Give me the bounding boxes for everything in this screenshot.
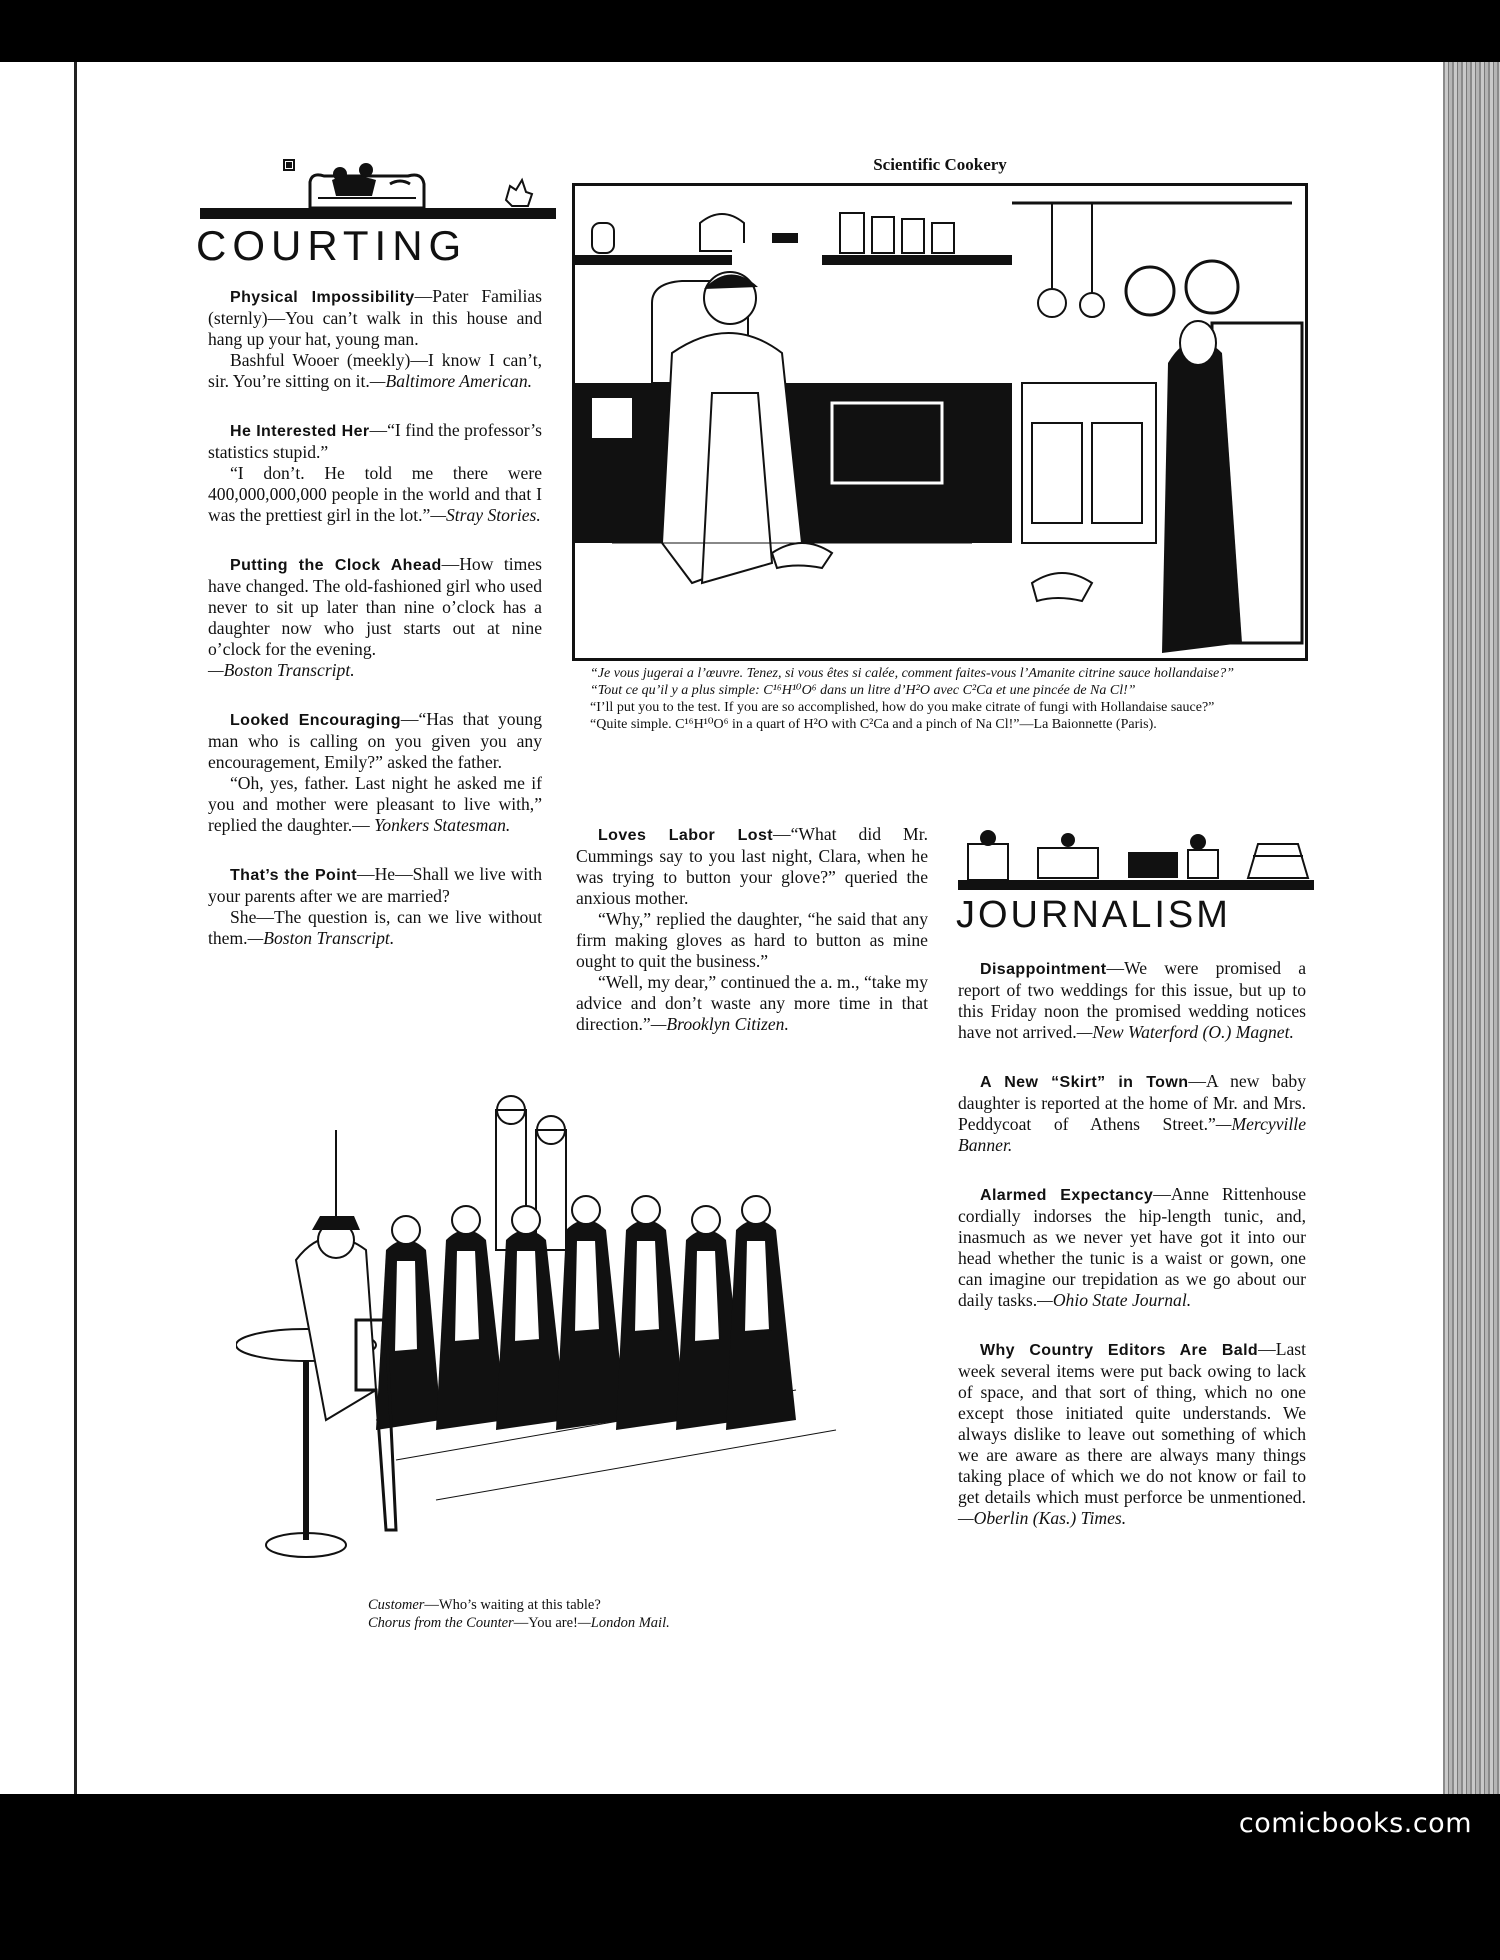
cookery-title: Scientific Cookery [873,155,1007,174]
journalism-item: Alarmed Expectancy—Anne Rittenhouse cordially indorses the hip-length tunic, and, inasmuch as we never yet have got it into our head whether the tunic is a waist or gown, one can imagine our trepidation as we go about our daily tasks.—Ohio State Journal. [958,1184,1307,1310]
cookery-cartoon [572,183,1308,661]
courting-rule [200,208,556,219]
waitress-caption [368,1596,788,1632]
courting-item: He Interested Her—“I find the professor’s statistics stupid.” “I don’t. He told me there were 400,000,000,000 people in the world and that I was the prettiest girl in the lot.”—Stray Stories. [208,420,542,525]
courting-title: COURTING [196,222,468,269]
middle-column [576,824,928,1057]
journalism-item: Disappointment—We were promised a report of two weddings for this issue, but up to this Friday noon the promised wedding notices have not arrived.—New Waterford (O.) Magnet. [958,958,1306,1042]
courting-item: That’s the Point—He—Shall we live with your parents after we are married? She—The question is, can we live without them.—Boston Transcript. [208,864,542,948]
left-page-edge [0,62,78,1794]
caption-line: “Quite simple. C¹⁶H¹⁰O⁶ in a quart of H²O with C²Ca and a pinch of Na Cl!”—La Baionnette (Paris). [590,717,1157,732]
item-heading: Alarmed Expectancy [980,1187,1154,1204]
journalism-title: JOURNALISM [956,894,1231,936]
courting-item: Looked Encouraging—“Has that young man who is calling on you given you any encouragement, Emily?” asked the father. “Oh, yes, father. Last night he asked me if you and mother were pleasant to live with,” replied the daughter.— Yonkers Statesman. [208,709,542,835]
journalism-item: Why Country Editors Are Bald—Last week several items were put back owing to lack of space, and that sort of thing, which no one except those initiated quite understands. We always dislike to leave out something of which we are aware as there are always many things taking place of which we do not know or fail to get details which must perforce be unmentioned.—Oberlin (Kas.) Times. [958,1339,1306,1528]
item-heading: A New “Skirt” in Town [980,1074,1189,1091]
courting-column [208,286,542,971]
item-heading: Disappointment [980,961,1107,978]
caption-text: —You are! [513,1615,578,1631]
journalism-column [958,958,1306,1551]
middle-item: Loves Labor Lost—“What did Mr. Cummings say to you last night, Clara, when he was trying to button your glove?” queried the anxious mother. “Why,” replied the daughter, “he said that any firm making gloves as hard to button as mine ought to quit the business.” “Well, my dear,” continued the a. m., “take my advice and don’t waste any more time in that direction.”—Brooklyn Citizen. [576,824,928,1034]
item-heading: Looked Encouraging [230,712,401,729]
courting-item: Putting the Clock Ahead—How times have changed. The old-fashioned girl who used never to sit up later than nine o’clock has a daughter now who just starts out at nine o’clock for the evening. —Boston Transcript. [208,554,542,680]
item-heading: Putting the Clock Ahead [230,557,442,574]
binding-gutter [74,62,77,1794]
item-heading: That’s the Point [230,867,357,884]
cookery-caption [572,665,1308,733]
journalism-item: A New “Skirt” in Town—A new baby daughter is reported at the home of Mr. and Mrs. Peddycoat of Athens Street.”—Mercyville Banner. [958,1071,1306,1155]
caption-text: —Who’s waiting at this table? [424,1597,601,1613]
item-heading: Physical Impossibility [230,289,415,306]
book-spine-edge [1443,62,1500,1794]
item-heading: Why Country Editors Are Bald [980,1342,1259,1359]
caption-line: “Je vous jugerai a l’œuvre. Tenez, si vous êtes si calée, comment faites-vous l’Amanite citrine sauce hollandaise?” [590,666,1235,681]
caption-speaker: Chorus from the Counter [368,1615,514,1631]
item-heading: He Interested Her [230,423,370,440]
watermark-text: comicbooks.com [1238,1808,1472,1839]
courting-item: Physical Impossibility—Pater Familias (sternly)—You can’t walk in this house and hang up your hat, young man. Bashful Wooer (meekly)—I know I can’t, sir. You’re sitting on it.—Baltimore American. [208,286,542,391]
journalism-rule [958,880,1314,890]
waitress-cartoon-art [236,1090,936,1590]
caption-speaker: Customer [368,1597,425,1613]
caption-line: “I’ll put you to the test. If you are so accomplished, how do you make citrate of fungi with Hollandaise sauce?” [590,700,1215,715]
item-heading: Loves Labor Lost [598,827,774,844]
caption-source: —London Mail. [577,1615,670,1631]
journalism-header-illustration [958,826,1314,888]
caption-line: “Tout ce qu’il y a plus simple: C¹⁶H¹⁰O⁶ dans un litre d’H²O avec C²Ca et une pincée de Na Cl!” [590,683,1136,698]
